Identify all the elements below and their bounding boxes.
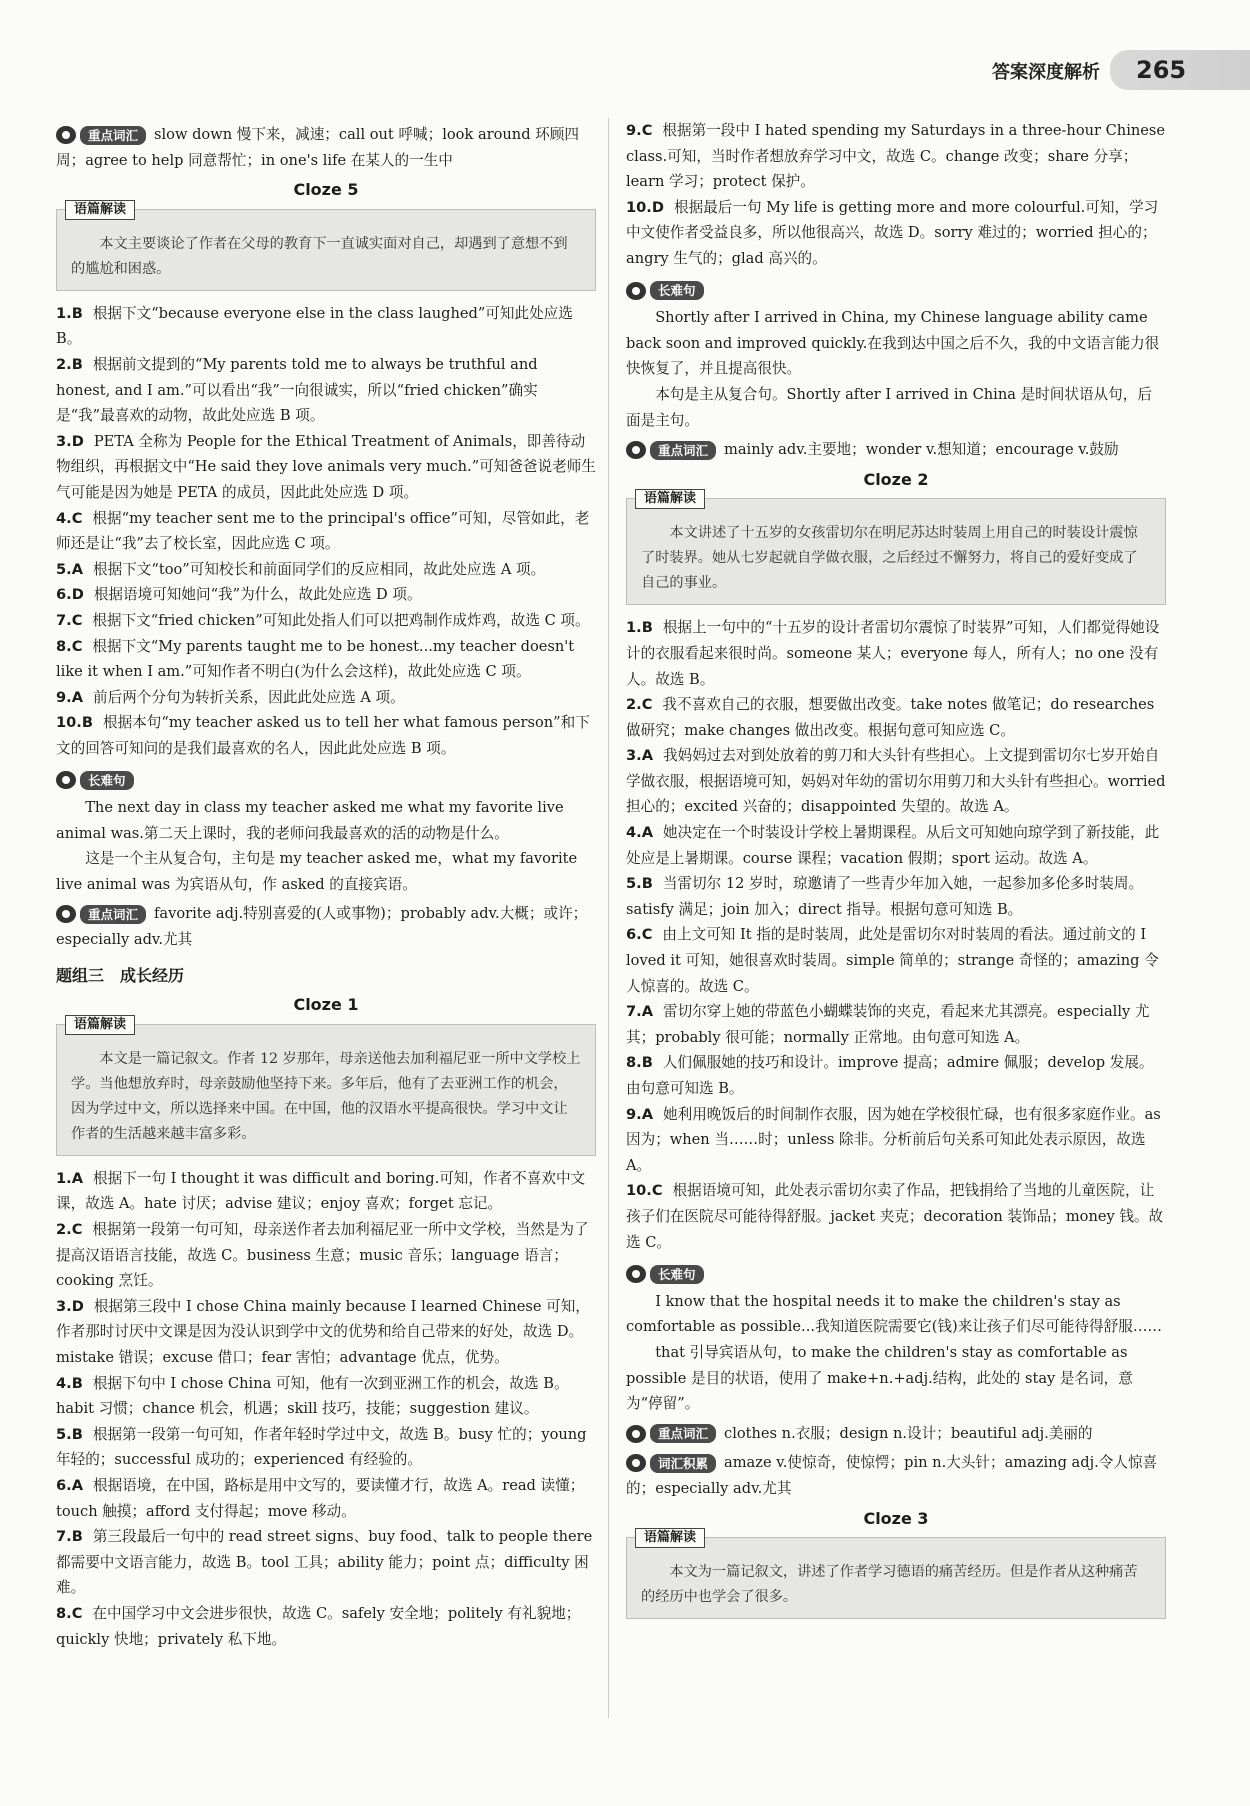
page-header	[950, 50, 1250, 90]
page-number: 265	[1110, 50, 1250, 90]
bulb-icon	[626, 1425, 646, 1443]
cloze3-summary-box	[626, 1530, 1166, 1619]
vocab-label: 重点词汇	[650, 1424, 716, 1443]
cloze1-answers	[56, 1166, 596, 1652]
answer-item: 7.A 雷切尔穿上她的带蓝色小蝴蝶装饰的夹克，看起来尤其漂亮。especially 尤其；probably 很可能；normally 正常地。由句意可知选 A。	[626, 1003, 1150, 1046]
answer-item: 9.A 她利用晚饭后的时间制作衣服，因为她在学校很忙碌，也有很多家庭作业。as 因为；when 当……时；unless 除非。分析前后句关系可知此处表示原因，故选 A。	[626, 1105, 1161, 1174]
cloze1-summary-box	[56, 1016, 596, 1156]
answer-item: 3.A 我妈妈过去对到处放着的剪刀和大头针有些担心。上文提到雷切尔七岁开始自学做衣服，根据语境可知，妈妈对年幼的雷切尔用剪刀和大头针有些担心。worried 担心的；excited 兴奋的；disappointed 失望的。故选 A。	[626, 747, 1166, 816]
bulb-icon	[626, 441, 646, 459]
bulb-icon	[56, 771, 76, 789]
long-sentence-label: 长难句	[650, 1265, 704, 1284]
answer-item: 2.C 我不喜欢自己的衣服，想要做出改变。take notes 做笔记；do researches 做研究；make changes 做出改变。根据句意可知应选 C。	[626, 696, 1155, 739]
bulb-icon	[626, 1454, 646, 1472]
answer-item: 8.B 人们佩服她的技巧和设计。improve 提高；admire 佩服；develop 发展。由句意可知选 B。	[626, 1054, 1154, 1097]
right-column	[626, 118, 1166, 1629]
group-title: 题组三 成长经历	[56, 965, 185, 985]
answer-item: 1.B 根据上一句中的“十五岁的设计者雷切尔震惊了时装界”可知，人们都觉得她设计的衣服看起来很时尚。someone 某人；everyone 每人，所有人；no one 没有人。故选 B。	[626, 619, 1160, 688]
answer-item: 7.B 第三段最后一句中的 read street signs、buy food、talk to people there 都需要中文语言能力，故选 B。tool 工具；ability 能力；point 点；difficulty 困难。	[56, 1528, 593, 1597]
answer-item: 4.B 根据下句中 I chose China 可知，他有一次到亚洲工作的机会，故选 B。habit 习惯；chance 机会，机遇；skill 技巧，技能；suggestion 建议。	[56, 1374, 569, 1418]
cloze1-title: Cloze 1	[293, 995, 359, 1015]
answer-item: 6.C 由上文可知 It 指的是时装周，此处是雷切尔对时装周的看法。通过前文的 I loved it 可知，她很喜欢时装周。simple 简单的；strange 奇怪的；amazing 令人惊喜的。故选 C。	[626, 926, 1159, 995]
bulb-icon	[56, 905, 76, 923]
long-sentence-analysis: that 引导宾语从句，to make the children's stay as comfortable as possible 是目的状语，使用了 make+n.+adj.结构，此处的 stay 是名词，意为“停留”。	[626, 1343, 1133, 1413]
header-title: 答案深度解析	[992, 62, 1100, 83]
answer-item: 8.C 在中国学习中文会进步很快，故选 C。safely 安全地；politely 有礼貌地；quickly 快地；privately 私下地。	[56, 1604, 581, 1648]
answer-item: 9.C 根据第一段中 I hated spending my Saturdays in a three-hour Chinese class.可知，当时作者想放弃学习中文，故选 C。change 改变；share 分享；learn 学习；protect 保护。	[626, 122, 1166, 191]
summary-label: 语篇解读	[635, 489, 705, 509]
summary-text: 本文是一篇记叙文。作者 12 岁那年，母亲送他去加利福尼亚一所中文学校上学。当他想放弃时，母亲鼓励他坚持下来。多年后，他有了去亚洲工作的机会，因为学过中文，所以选择来中国。在中国，他的汉语水平提高很快。学习中文让作者的生活越来越丰富多彩。	[71, 1050, 581, 1142]
vocab-intro	[56, 122, 596, 173]
column-divider	[608, 118, 609, 1718]
cloze5-summary-box	[56, 201, 596, 291]
long-sentence-label: 长难句	[80, 771, 134, 790]
answer-item: 1.A 根据下一句 I thought it was difficult and boring.可知，作者不喜欢中文课，故选 A。hate 讨厌；advise 建议；enjoy 喜欢；forget 忘记。	[56, 1169, 586, 1213]
answer-item: 10.C 根据语境可知，此处表示雷切尔卖了作品，把钱捐给了当地的儿童医院，让孩子们在医院尽可能待得舒服。jacket 夹克；decoration 装饰品；money 钱。故选 C。	[626, 1182, 1164, 1251]
accumulation-label: 词汇积累	[650, 1454, 716, 1473]
cloze2-summary-box	[626, 491, 1166, 605]
answer-item: 9.A 前后两个分句为转折关系，因此此处应选 A 项。	[56, 688, 405, 706]
cloze5-title: Cloze 5	[293, 180, 359, 200]
answer-item: 3.D PETA 全称为 People for the Ethical Treatment of Animals，即善待动物组织，再根据文中“He said they love animals very much.”可知爸爸说老师生气可能是因为她是 PETA 的成员，因此此处应选 D 项。	[56, 432, 596, 501]
vocab-label: 重点词汇	[80, 126, 146, 145]
summary-text: 本文讲述了十五岁的女孩雷切尔在明尼苏达时装周上用自己的时装设计震惊了时装界。她从七岁起就自学做衣服，之后经过不懈努力，将自己的爱好变成了自己的事业。	[641, 525, 1138, 592]
bulb-icon	[626, 1265, 646, 1283]
summary-text: 本文主要谈论了作者在父母的教育下一直诚实面对自己，却遇到了意想不到的尴尬和困惑。	[71, 235, 568, 277]
accumulation-text: amaze v.使惊奇，使惊愕；pin n.大头针；amazing adj.令人惊喜的；especially adv.尤其	[626, 1454, 1158, 1497]
cloze2-answers	[626, 615, 1166, 1255]
long-sentence: The next day in class my teacher asked me what my favorite live animal was.第二天上课时，我的老师问我最喜欢的活的动物是什么。	[56, 799, 564, 842]
summary-text: 本文为一篇记叙文，讲述了作者学习德语的痛苦经历。但是作者从这种痛苦的经历中也学会了很多。	[641, 1564, 1138, 1606]
answer-item: 7.C 根据下文“fried chicken”可知此处指人们可以把鸡制作成炸鸡，故选 C 项。	[56, 611, 590, 629]
summary-label: 语篇解读	[65, 1015, 135, 1035]
long-sentence: I know that the hospital needs it to make the children's stay as comfortable as possible...我知道医院需要它(钱)来让孩子们尽可能待得舒服……	[626, 1292, 1163, 1336]
vocab-label: 重点词汇	[650, 441, 716, 460]
summary-label: 语篇解读	[65, 200, 135, 220]
answer-item: 6.A 根据语境，在中国，路标是用中文写的，要读懂才行，故选 A。read 读懂；touch 触摸；afford 支付得起；move 移动。	[56, 1476, 585, 1520]
answer-item: 1.B 根据下文“because everyone else in the class laughed”可知此处应选 B。	[56, 304, 573, 348]
answer-item: 2.C 根据第一段第一句可知，母亲送作者去加利福尼亚一所中文学校，当然是为了提高汉语语言技能，故选 C。business 生意；music 音乐；language 语言；cooking 烹饪。	[56, 1221, 589, 1290]
vocab-text: mainly adv.主要地；wonder v.想知道；encourage v.鼓励	[724, 441, 1119, 459]
answer-item: 8.C 根据下文“My parents taught me to be honest...my teacher doesn't like it when I am.”可知作者不明白(为什么会这样)，故此处应选 C 项。	[56, 637, 575, 681]
answer-item: 4.A 她决定在一个时装设计学校上暑期课程。从后文可知她向琼学到了新技能，此处应是上暑期课。course 课程；vacation 假期；sport 运动。故选 A。	[626, 824, 1160, 867]
long-sentence: Shortly after I arrived in China, my Chinese language ability came back soon and improved quickly.在我到达中国之后不久，我的中文语言能力很快恢复了，并且提高很快。	[626, 309, 1160, 378]
cloze2-title: Cloze 2	[863, 469, 929, 489]
answer-item: 2.B 根据前文提到的“My parents told me to always be truthful and honest, and I am.”可以看出“我”一向很诚实，所以“fried chicken”确实是“我”最喜欢的动物，故此处应选 B 项。	[56, 355, 538, 425]
answer-item: 4.C 根据“my teacher sent me to the principal's office”可知，尽管如此，老师还是让“我”去了校长室，因此应选 C 项。	[56, 509, 590, 553]
answer-item: 3.D 根据第三段中 I chose China mainly because I learned Chinese 可知，作者那时讨厌中文课是因为没认识到学中文的优势和给自己带来的好处，故选 D。mistake 错误；excuse 借口；fear 害怕；advantage 优点，优势。	[56, 1297, 590, 1366]
answer-item: 10.D 根据最后一句 My life is getting more and more colourful.可知，学习中文使作者受益良多，所以他很高兴，故选 D。sorry 难过的；worried 担心的；angry 生气的；glad 高兴的。	[626, 198, 1159, 267]
long-sentence-label: 长难句	[650, 281, 704, 300]
answer-item: 5.B 根据第一段第一句可知，作者年轻时学过中文，故选 B。busy 忙的；young 年轻的；successful 成功的；experienced 有经验的。	[56, 1425, 587, 1469]
summary-label: 语篇解读	[635, 1528, 705, 1548]
bulb-icon	[56, 126, 76, 144]
answer-item: 10.B 根据本句“my teacher asked us to tell her what famous person”和下文的回答可知问的是我们最喜欢的名人，因此此处应选 B 项。	[56, 714, 590, 757]
answer-item: 5.A 根据下文“too”可知校长和前面同学们的反应相同，故此处应选 A 项。	[56, 560, 546, 578]
cloze5-answers	[56, 301, 596, 762]
vocab-text: favorite adj.特别喜爱的(人或事物)；probably adv.大概；或许；especially adv.尤其	[56, 905, 588, 949]
vocab-text: slow down 慢下来，减速；call out 呼喊；look around 环顾四周；agree to help 同意帮忙；in one's life 在某人的一生中	[56, 126, 579, 169]
left-column	[56, 118, 596, 1652]
vocab-label: 重点词汇	[80, 905, 146, 924]
answer-item: 5.B 当雷切尔 12 岁时，琼邀请了一些青少年加入她，一起参加多伦多时装周。satisfy 满足；join 加入；direct 指导。根据句意可知选 B。	[626, 875, 1144, 918]
long-sentence-analysis: 本句是主从复合句。Shortly after I arrived in China 是时间状语从句，后面是主句。	[626, 385, 1152, 429]
long-sentence-analysis: 这是一个主从复合句，主句是 my teacher asked me，what my favorite live animal was 为宾语从句，作 asked 的直接宾语。	[56, 850, 578, 893]
vocab-text: clothes n.衣服；design n.设计；beautiful adj.美丽的	[724, 1424, 1093, 1442]
answer-item: 6.D 根据语境可知她问“我”为什么，故此处应选 D 项。	[56, 586, 422, 604]
cloze3-title: Cloze 3	[863, 1508, 929, 1528]
bulb-icon	[626, 282, 646, 300]
